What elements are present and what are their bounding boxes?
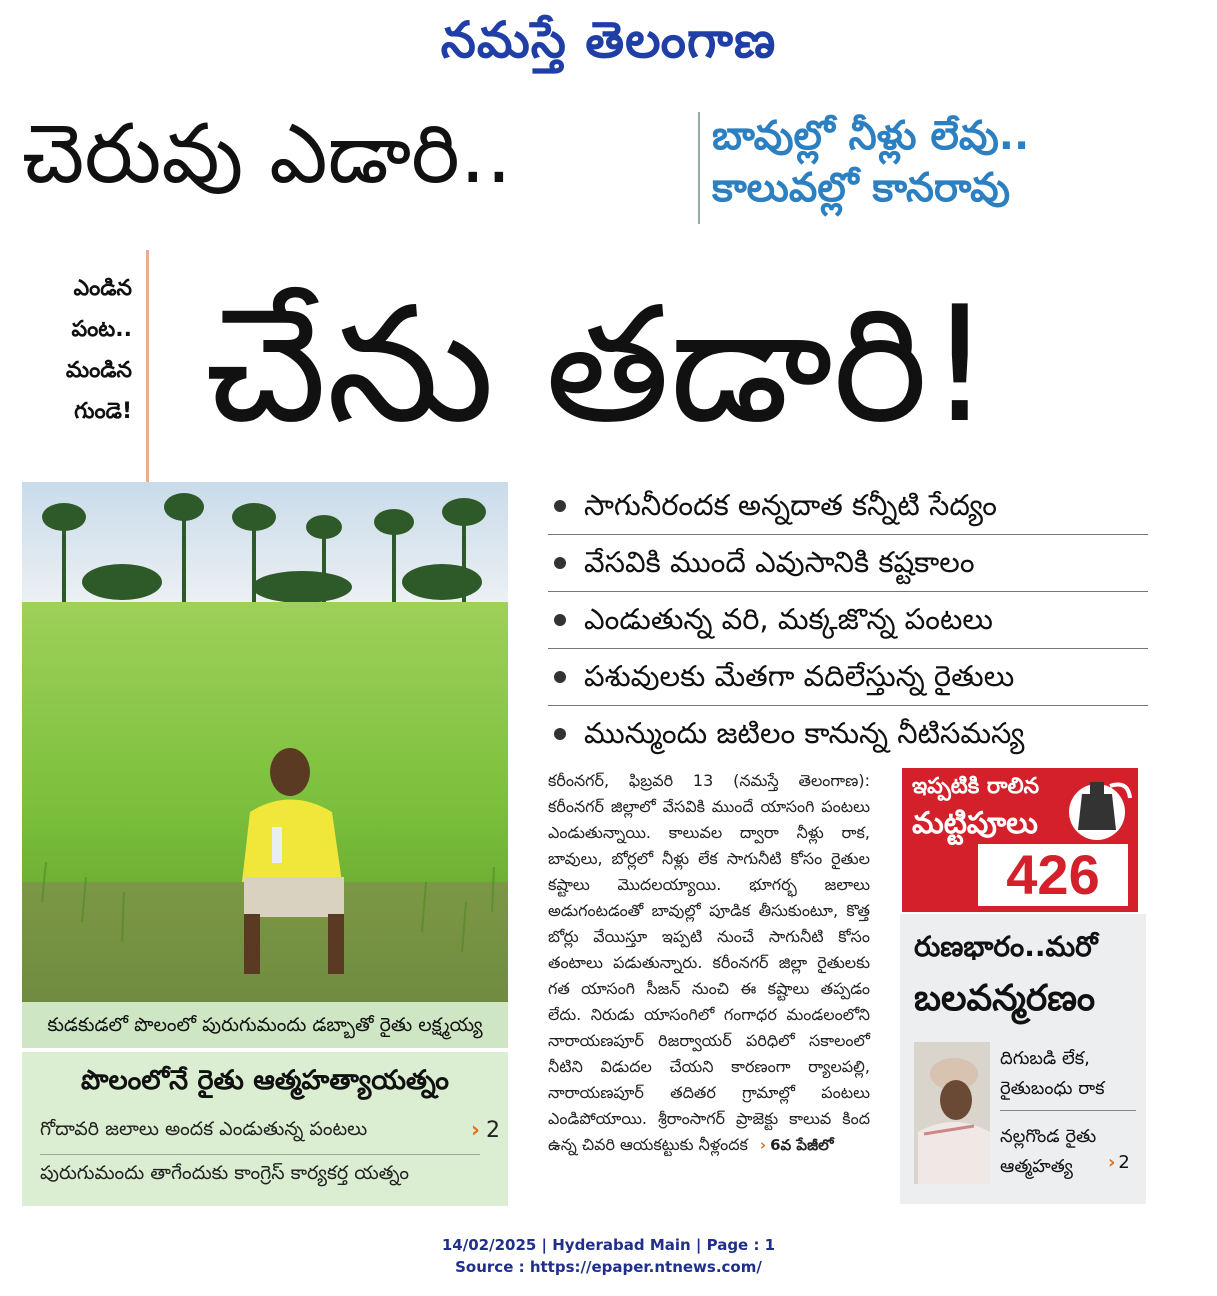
side-story-text: దిగుబడి లేక, రైతుబంధు రాక [1000,1048,1105,1099]
bullet-text: మున్ముందు జటిలం కానున్న నీటిసమస్య [584,716,1025,750]
page-ref [471,1118,500,1143]
bullet-icon [554,728,566,740]
side-head-line: పంట.. [71,317,132,342]
continued-link[interactable] [760,1136,834,1154]
story-headline: పొలంలోనే రైతు ఆత్మహత్యాయత్నం [22,1052,508,1110]
kicker-headline: చెరువు ఎడారి.. [22,107,512,202]
teaser-text: పురుగుమందు తాగేందుకు కాంగ్రెస్ కార్యకర్త యత్నం [40,1162,409,1184]
masthead-logo: నమస్తే తెలంగాణ [440,11,777,69]
death-count-box [902,768,1138,912]
article-text: కరీంనగర్, ఫిబ్రవరి 13 (నమస్తే తెలంగాణ): కరీంనగర్ జిల్లాలో వేసవికి ముందే యాసంగి పంటలు ఎండుతున్నాయి. కాలువల ద్వారా నీళ్లు రాక, బావులు, బోర్లలో నీళ్లు లేక సాగునీటి కోసం రైతుల కష్టాలు మొదలయ్యాయి. భూగర్భ జలాలు అడుగంటడంతో బావుల్లో పూడిక తీసుకుంటూ, కొత్త బోర్లు వేయిస్తూ ఇప్పటి నుంచే సాగునీటి కోసం తంటాలు పడుతున్నారు. కరీంనగర్ జిల్లా రైతులకు గత యాసంగి సీజన్ నుంచి ఈ కష్టాలు తప్పడం లేదు. నిరుడు యాసంగిలో గంగాధర మండలంలోని నారాయణపూర్ రిజర్వాయర్ పరిధిలో సకాలంలో నీటిని విడుదల చేయని కారణంగా ర్యాలపల్లి, నారాయణపూర్ తదితర గ్రామాల్లో పంటలు ఎండిపోయాయి. శ్రీరాంసాగర్ ప్రాజెక్టు కాలువ కింద ఉన్న చివరి ఆయకట్టుకు నీళ్లందక [548,771,870,1154]
bullet-text: పశువులకు మేతగా వదిలేస్తున్న రైతులు [584,659,1015,693]
side-story [900,914,1146,1204]
side-head [20,268,132,432]
side-story-text: నల్లగొండ రైతు ఆత్మహత్య [1000,1126,1097,1177]
bullet-text: ఎండుతున్న వరి, మక్కజొన్న పంటలు [584,602,993,636]
pesticide-can-icon [1060,772,1134,844]
page-ref[interactable] [1108,1152,1130,1173]
side-head-line: మండిన [65,358,132,383]
bullet-text: వేసవికి ముందే ఎవుసానికి కష్టకాలం [584,545,975,579]
bullet-icon [554,614,566,626]
side-story-kicker: రుణభారం..మరో [914,930,1098,963]
divider [40,1154,480,1155]
farmer-portrait [914,1042,990,1184]
sub-headline-line: కాలువల్లో కానరావు [712,165,1011,211]
bullet-item [548,592,1148,649]
photo-caption: కుడకుడలో పొలంలో పురుగుమందు డబ్బాతో రైతు లక్ష్మయ్య [22,1002,508,1048]
red-box-line1: ఇప్పటికి రాలిన [912,774,1040,799]
sub-headline [712,110,1192,214]
farmer-photo [22,482,508,1002]
teaser-list [22,1110,508,1206]
bullet-icon [554,557,566,569]
page-ref-number: 2 [1118,1152,1130,1173]
bullet-item [548,649,1148,706]
teaser-item[interactable] [40,1162,500,1189]
article-body [548,768,870,1158]
chevron-right-icon: › [1108,1152,1116,1173]
footer-source-line[interactable]: Source : https://epaper.ntnews.com/ [455,1258,762,1276]
divider [1000,1110,1136,1111]
footer [0,1234,1217,1278]
bullet-item [548,535,1148,592]
side-story-headline: బలవన్మరణం [914,978,1096,1019]
bullet-item [548,706,1148,762]
divider [146,250,149,482]
bullet-icon [554,671,566,683]
main-headline: చేను తడారి! [205,271,992,458]
death-count: 426 [978,844,1128,906]
divider [698,112,700,224]
chevron-right-icon: › [470,1118,480,1143]
bullet-list [548,478,1148,762]
bullet-text: సాగునీరందక అన్నదాత కన్నీటి సేద్యం [584,488,998,522]
sub-headline-line: బావుల్లో నీళ్లు లేవు.. [712,113,1030,159]
teaser-text: గోదావరి జలాలు అందక ఎండుతున్న పంటలు [40,1118,368,1140]
side-head-line: ఎండిన [73,276,132,301]
teaser-item[interactable] [40,1118,500,1145]
continued-label: 6వ పేజీలో [770,1136,834,1154]
footer-date-line: 14/02/2025 | Hyderabad Main | Page : 1 [441,1236,776,1254]
red-box-line2: మట్టిపూలు [912,806,1038,841]
chevron-right-icon: › [759,1136,767,1154]
bullet-icon [554,500,566,512]
bullet-item [548,478,1148,535]
side-head-line: గుండె! [74,399,132,424]
page-ref-number: 2 [486,1118,500,1143]
